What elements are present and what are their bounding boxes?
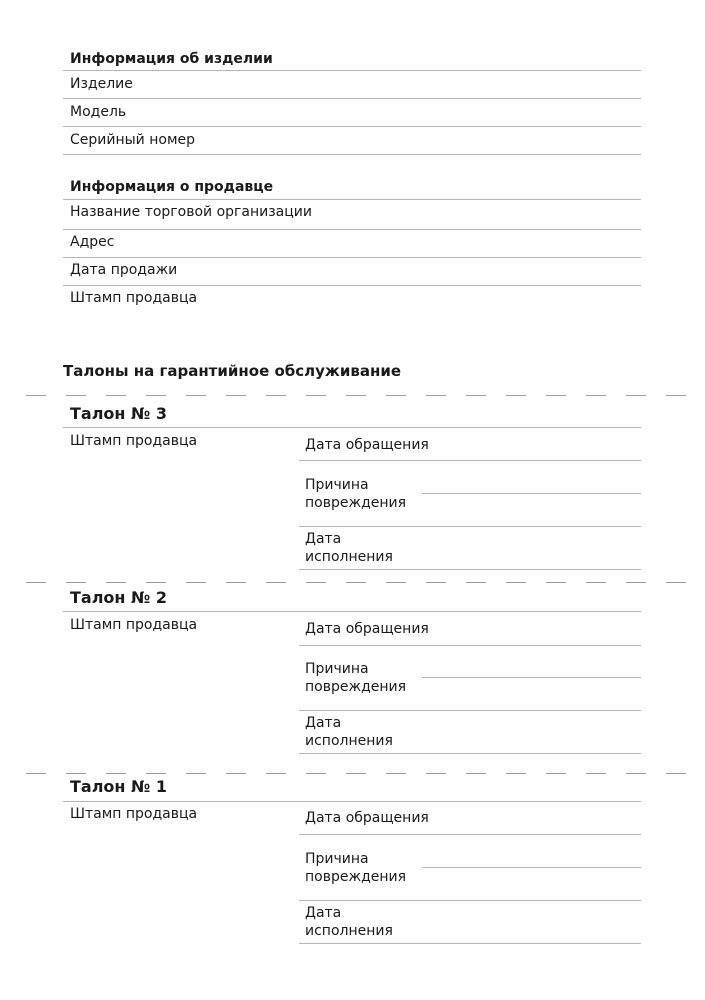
request-date-label: Дата обращения: [305, 437, 429, 453]
cut-line: [0, 582, 705, 583]
coupons-section-title: Талоны на гарантийное обслуживание: [63, 362, 401, 380]
coupon-stamp-label: Штамп продавца: [70, 617, 198, 633]
serial-number-field-line[interactable]: [63, 154, 641, 155]
damage-reason-line[interactable]: [422, 867, 641, 868]
store-name-field-label: Название торговой организации: [70, 204, 312, 220]
cut-line: [0, 395, 705, 396]
product-field-label: Изделие: [70, 76, 133, 92]
request-date-label: Дата обращения: [305, 621, 429, 637]
damage-reason-line[interactable]: [422, 493, 641, 494]
completion-date-line[interactable]: [299, 943, 641, 944]
request-date-label: Дата обращения: [305, 810, 429, 826]
store-name-field-line[interactable]: [63, 229, 641, 230]
damage-reason-label: Причина повреждения: [305, 851, 407, 885]
model-field-label: Модель: [70, 104, 127, 120]
sale-date-field-label: Дата продажи: [70, 262, 178, 278]
sale-date-field-line[interactable]: [63, 285, 641, 286]
divider: [63, 70, 641, 71]
request-date-line[interactable]: [299, 834, 641, 835]
damage-reason-line[interactable]: [422, 677, 641, 678]
seller-info-heading: Информация о продавце: [70, 179, 274, 195]
coupon-title: Талон № 1: [70, 777, 167, 796]
damage-reason-line[interactable]: [299, 710, 641, 711]
damage-reason-label: Причина повреждения: [305, 661, 407, 695]
completion-date-label: Дата исполнения: [305, 715, 393, 749]
serial-number-field-label: Серийный номер: [70, 132, 196, 148]
coupon-title: Талон № 2: [70, 588, 167, 607]
product-field-line[interactable]: [63, 98, 641, 99]
completion-date-line[interactable]: [299, 569, 641, 570]
request-date-line[interactable]: [299, 645, 641, 646]
completion-date-label: Дата исполнения: [305, 905, 393, 939]
completion-date-label: Дата исполнения: [305, 531, 393, 565]
address-field-label: Адрес: [70, 234, 115, 250]
damage-reason-line[interactable]: [299, 526, 641, 527]
divider: [63, 199, 641, 200]
coupon-title: Талон № 3: [70, 404, 167, 423]
completion-date-line[interactable]: [299, 753, 641, 754]
request-date-line[interactable]: [299, 460, 641, 461]
model-field-line[interactable]: [63, 126, 641, 127]
coupon-stamp-label: Штамп продавца: [70, 433, 198, 449]
divider: [63, 427, 641, 428]
coupon-stamp-label: Штамп продавца: [70, 806, 198, 822]
divider: [63, 801, 641, 802]
damage-reason-line[interactable]: [299, 900, 641, 901]
divider: [63, 611, 641, 612]
product-info-heading: Информация об изделии: [70, 51, 273, 67]
cut-line: [0, 773, 705, 774]
seller-stamp-field-label: Штамп продавца: [70, 290, 198, 306]
damage-reason-label: Причина повреждения: [305, 477, 407, 511]
address-field-line[interactable]: [63, 257, 641, 258]
